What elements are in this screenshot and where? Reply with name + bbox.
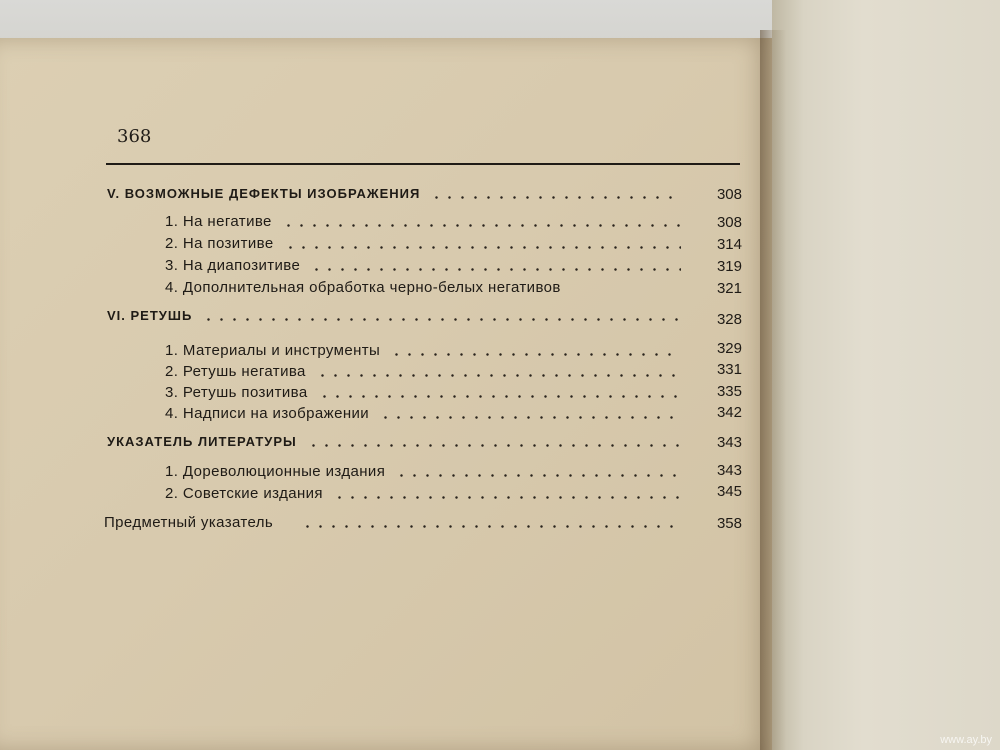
leader-dots [316, 374, 681, 377]
toc-item [165, 230, 687, 254]
toc-page-number: 343 [716, 434, 742, 451]
toc-page-number: 342 [716, 404, 742, 421]
toc-heading-retouch [107, 302, 687, 326]
toc-page-number: 345 [716, 483, 742, 500]
toc-page-number: 308 [716, 214, 742, 231]
leader-dots [310, 268, 681, 271]
toc-page-number: 331 [716, 361, 742, 378]
toc-item-label: 3. Ретушь позитива [165, 384, 308, 401]
toc-item [165, 400, 687, 424]
leader-dots [430, 196, 681, 199]
leader-dots [282, 224, 681, 227]
right-book-page [772, 0, 1000, 750]
leader-dots [395, 474, 681, 477]
toc-item-label: 1. На негативе [165, 213, 272, 230]
toc-item-label: Предметный указатель [104, 514, 274, 531]
toc-page-number: 308 [716, 186, 742, 203]
toc-item-label: 1. Дореволюционные издания [165, 463, 386, 480]
toc-page-number: 319 [716, 258, 742, 275]
toc-item-label: 4. Дополнительная обработка черно-белых негативов [165, 279, 561, 296]
toc-item-label: 1. Материалы и инструменты [165, 342, 381, 359]
leader-dots [318, 395, 681, 398]
leader-dots [284, 246, 681, 249]
toc-page-number: 321 [716, 280, 742, 297]
leader-dots [390, 353, 681, 356]
toc-page-number: 335 [716, 383, 742, 400]
toc-page-number: 343 [716, 462, 742, 479]
toc-item-label: 2. Советские издания [165, 485, 323, 502]
toc-item [165, 458, 687, 482]
toc-item [165, 252, 687, 276]
toc-item-label: 3. На диапозитиве [165, 257, 301, 274]
toc-page-number: 358 [716, 515, 742, 532]
leader-dots [333, 496, 681, 499]
toc-page-number: 328 [716, 311, 742, 328]
toc-heading-label: VI. РЕТУШЬ [107, 308, 193, 323]
page-number: 368 [117, 126, 152, 147]
toc-subject-index [104, 509, 687, 533]
toc-item-label: 2. Ретушь негатива [165, 363, 306, 380]
toc-heading-label: V. ВОЗМОЖНЫЕ ДЕФЕКТЫ ИЗОБРАЖЕНИЯ [107, 186, 421, 201]
leader-dots [301, 525, 681, 528]
toc-item [165, 274, 725, 298]
book-gutter [760, 30, 786, 750]
toc-page-number: 314 [716, 236, 742, 253]
toc-item [165, 208, 687, 232]
leader-dots [307, 444, 681, 447]
header-rule [106, 163, 740, 165]
toc-item-label: 2. На позитиве [165, 235, 274, 252]
toc-heading-literature [107, 428, 687, 452]
leader-dots [202, 318, 681, 321]
leader-dots [379, 416, 681, 419]
toc-heading-label: УКАЗАТЕЛЬ ЛИТЕРАТУРЫ [107, 434, 297, 449]
toc-page-number: 329 [716, 340, 742, 357]
watermark: www.ay.by [940, 734, 992, 746]
toc-item [165, 480, 687, 504]
toc-heading-defects [107, 180, 687, 204]
toc-item-label: 4. Надписи на изображении [165, 405, 370, 422]
